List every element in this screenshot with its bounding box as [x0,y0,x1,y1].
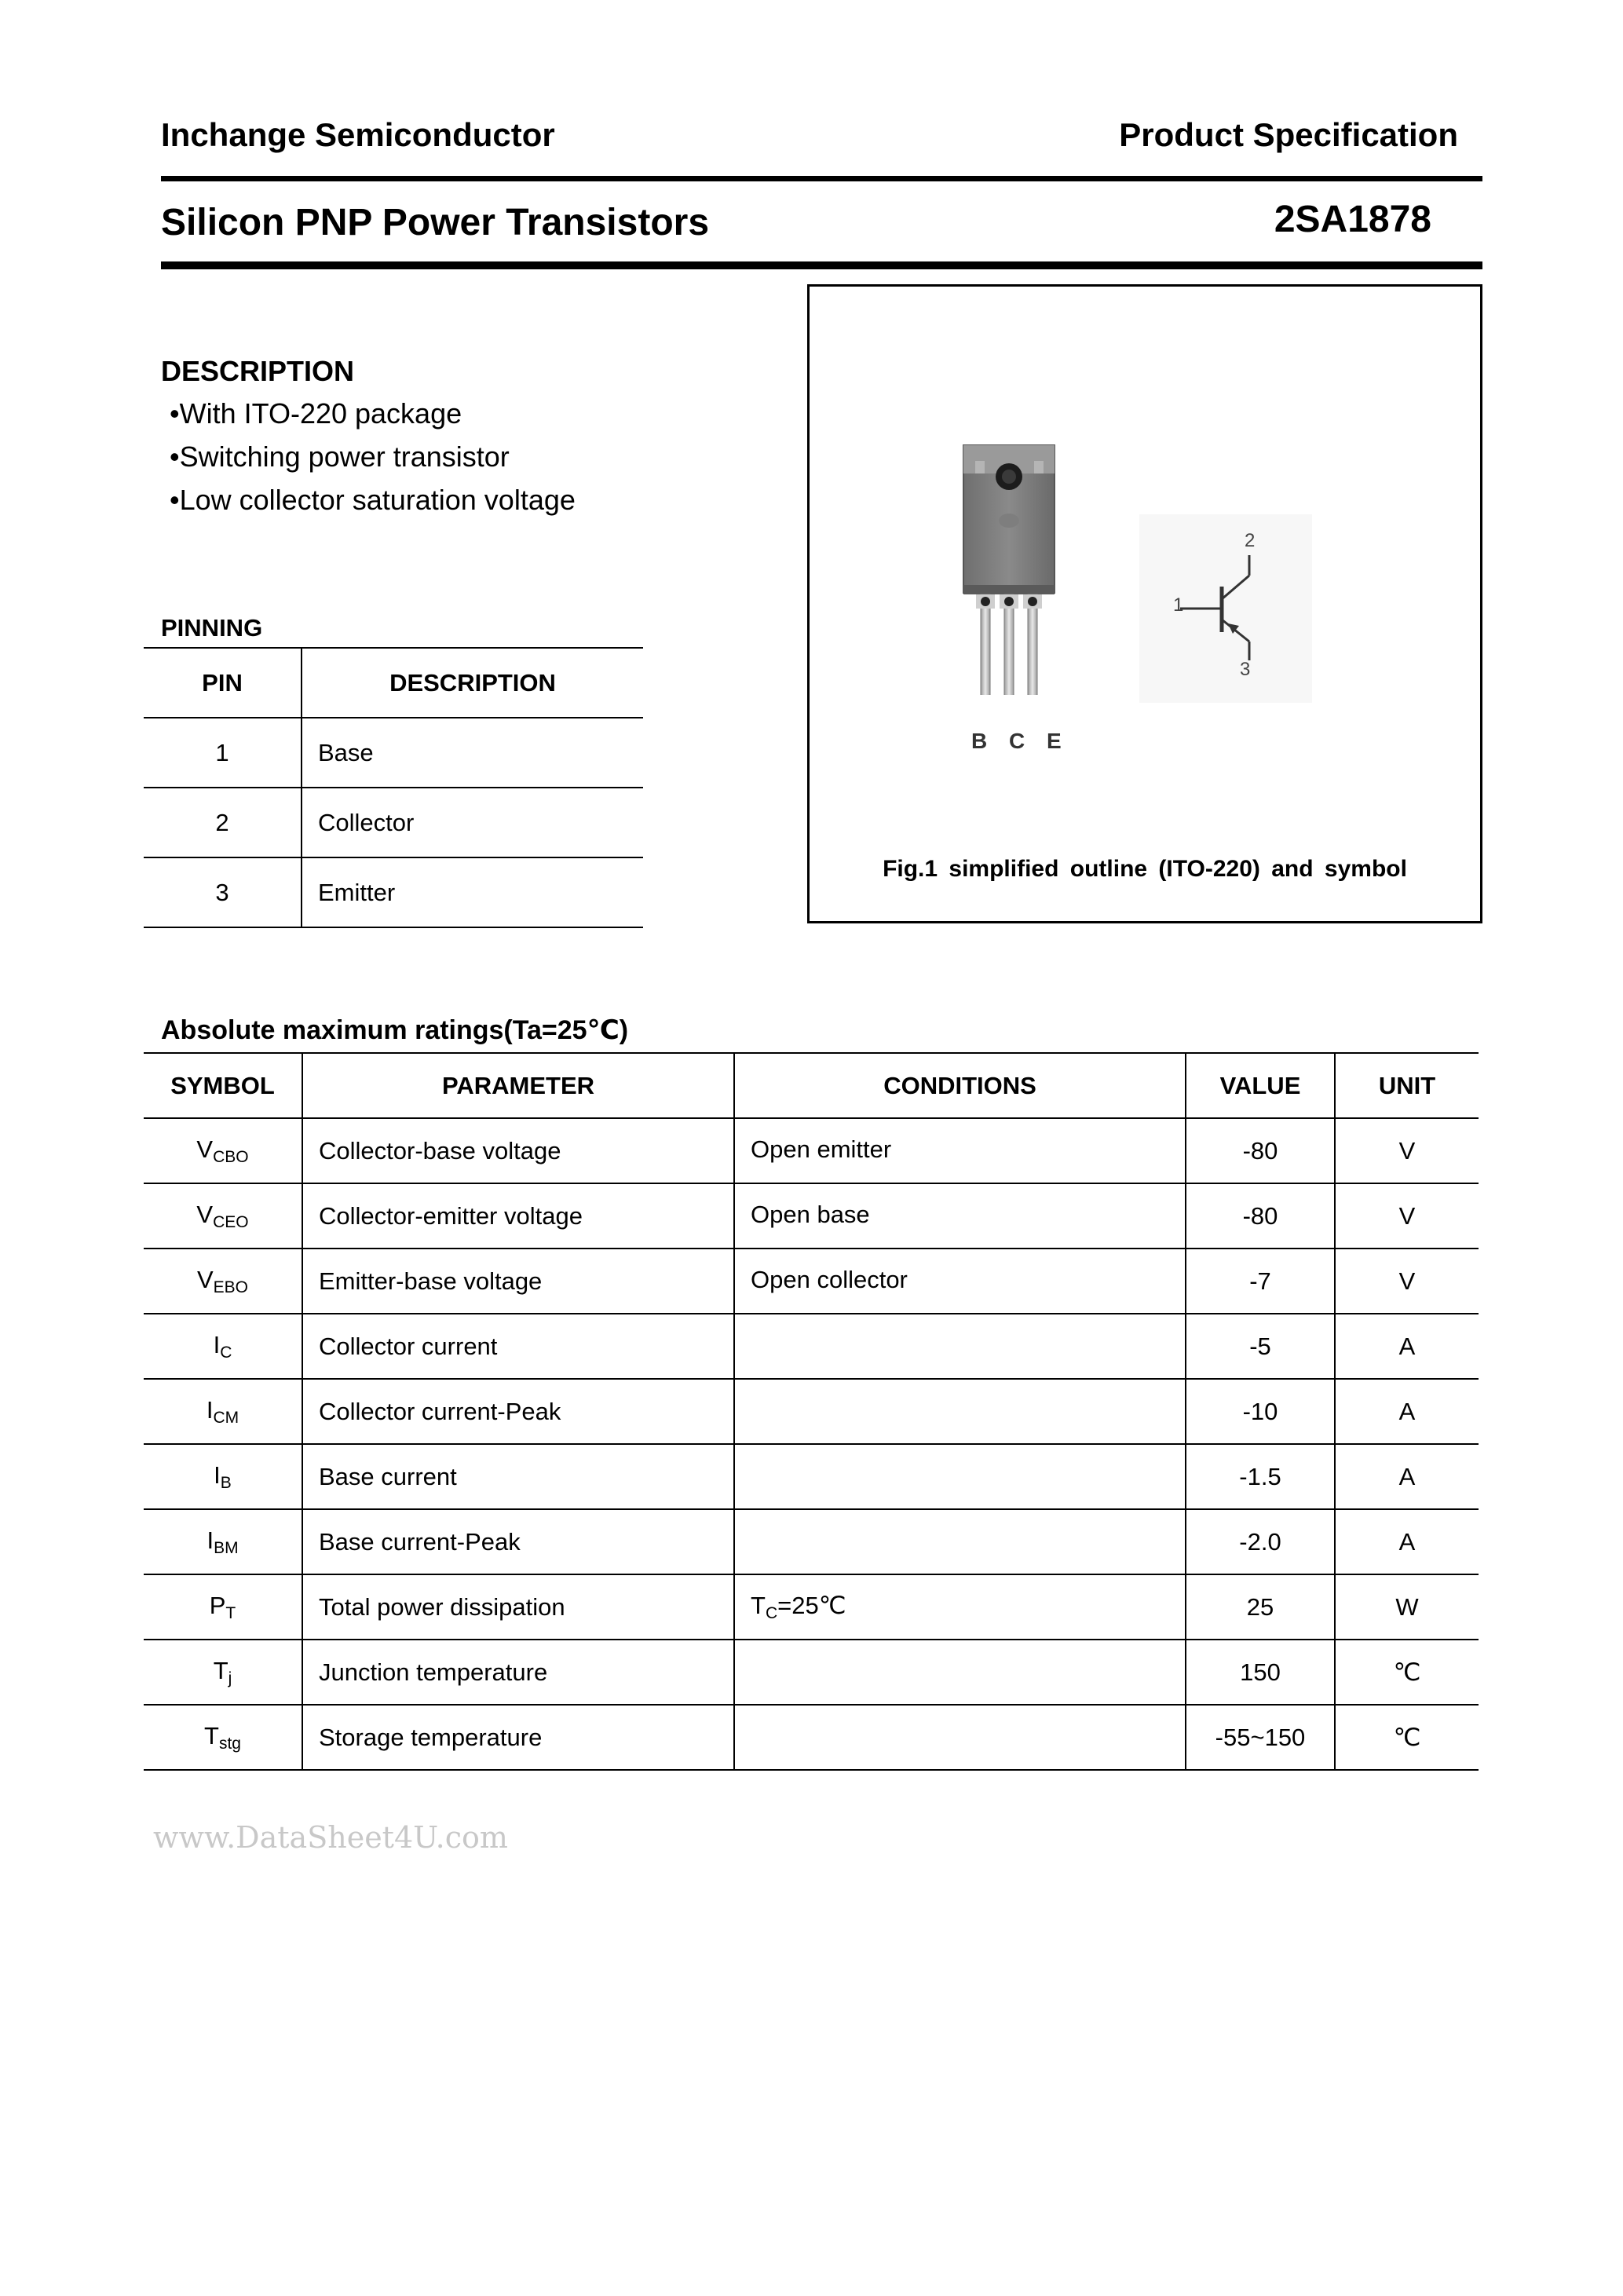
symbol-cell [144,1118,302,1183]
pin-column-header: PIN [144,648,302,718]
conditions-cell [734,1183,1186,1249]
pnp-transistor-symbol-icon [1139,514,1312,718]
unit-cell: ℃ [1335,1705,1479,1770]
symbol-main: P [209,1591,226,1619]
pin-description: Emitter [302,857,643,927]
symbol-subscript: stg [218,1734,241,1753]
conditions-cell [734,1574,1186,1640]
symbol-column-header: SYMBOL [144,1053,302,1118]
symbol-cell [144,1640,302,1705]
value-cell: -55~150 [1186,1705,1335,1770]
symbol-subscript: BM [214,1538,239,1557]
description-bullet: •Switching power transistor [170,441,510,473]
pinning-heading: PINNING [161,614,263,642]
ratings-heading: Absolute maximum ratings(Ta=25℃) [161,1015,629,1045]
symbol-subscript: EBO [213,1278,249,1296]
table-row [144,1314,1479,1379]
symbol-cell [144,1444,302,1509]
parameter-column-header: PARAMETER [302,1053,734,1118]
symbol-label-emitter: 3 [1240,659,1251,680]
unit-cell: A [1335,1444,1479,1509]
conditions-text: Open emitter [751,1135,892,1163]
figure-box [807,284,1482,923]
symbol-main: T [213,1656,228,1684]
pin-number: 2 [144,788,302,857]
ratings-table [144,1052,1479,1771]
pinning-table [144,647,643,928]
value-cell: -80 [1186,1183,1335,1249]
company-name: Inchange Semiconductor [161,116,555,153]
parameter-cell: Base current-Peak [302,1509,734,1574]
parameter-cell: Collector-emitter voltage [302,1183,734,1249]
value-cell: -2.0 [1186,1509,1335,1574]
unit-cell: A [1335,1314,1479,1379]
pin-description: Base [302,718,643,788]
description-bullet: •With ITO-220 package [170,397,462,430]
conditions-cell [734,1640,1186,1705]
value-cell: -7 [1186,1249,1335,1314]
table-row [144,1249,1479,1314]
value-cell: -5 [1186,1314,1335,1379]
symbol-main: I [213,1330,221,1358]
symbol-subscript: CBO [213,1147,249,1166]
parameter-cell: Junction temperature [302,1640,734,1705]
part-number: 2SA1878 [1274,199,1431,240]
symbol-main: V [196,1135,214,1163]
unit-column-header: UNIT [1335,1053,1479,1118]
symbol-main: V [196,1265,214,1293]
symbol-cell [144,1574,302,1640]
parameter-cell: Collector current [302,1314,734,1379]
value-cell: 25 [1186,1574,1335,1640]
conditions-column-header: CONDITIONS [734,1053,1186,1118]
pin-letters: B C E [971,729,1069,753]
parameter-cell: Emitter-base voltage [302,1249,734,1314]
pinning-header-row [144,648,643,718]
title-rule [161,261,1482,269]
header-rule [161,176,1482,181]
unit-cell: V [1335,1118,1479,1183]
parameter-cell: Collector current-Peak [302,1379,734,1444]
table-row [144,1509,1479,1574]
table-row [144,1574,1479,1640]
symbol-cell [144,1249,302,1314]
table-row [144,1183,1479,1249]
conditions-cell [734,1444,1186,1509]
description-column-header: DESCRIPTION [302,648,643,718]
symbol-label-collector: 2 [1245,530,1256,551]
unit-cell: A [1335,1509,1479,1574]
conditions-tail: =25℃ [777,1591,846,1619]
symbol-cell [144,1509,302,1574]
parameter-cell: Storage temperature [302,1705,734,1770]
description-heading: DESCRIPTION [161,355,355,387]
parameter-cell: Collector-base voltage [302,1118,734,1183]
symbol-main: I [206,1395,214,1424]
conditions-cell [734,1705,1186,1770]
symbol-cell [144,1705,302,1770]
pin-number: 1 [144,718,302,788]
conditions-text: Open base [751,1200,870,1228]
value-column-header: VALUE [1186,1053,1335,1118]
symbol-subscript: T [225,1603,236,1622]
conditions-text: Open collector [751,1265,908,1293]
symbol-cell [144,1183,302,1249]
product-line-title: Silicon PNP Power Transistors [161,202,710,243]
table-row [144,857,643,927]
unit-cell: ℃ [1335,1640,1479,1705]
figure-caption: Fig.1 simplified outline (ITO-220) and symbol [883,856,1407,882]
symbol-subscript: C [220,1343,232,1362]
pin-number: 3 [144,857,302,927]
table-row [144,1640,1479,1705]
conditions-subscript: C [765,1603,778,1622]
description-bullet: •Low collector saturation voltage [170,484,576,516]
value-cell: -80 [1186,1118,1335,1183]
ratings-header-row [144,1053,1479,1118]
symbol-cell [144,1379,302,1444]
conditions-cell [734,1379,1186,1444]
symbol-subscript: B [220,1473,232,1492]
watermark-link[interactable]: www.DataSheet4U.com [153,1820,508,1855]
table-row [144,718,643,788]
conditions-text: T [751,1591,766,1619]
symbol-subscript: j [228,1669,232,1687]
symbol-subscript: CEO [213,1212,249,1231]
table-row [144,788,643,857]
unit-cell: W [1335,1574,1479,1640]
pin-description: Collector [302,788,643,857]
conditions-cell [734,1249,1186,1314]
unit-cell: A [1335,1379,1479,1444]
parameter-cell: Base current [302,1444,734,1509]
symbol-subscript: CM [213,1408,239,1427]
table-row [144,1379,1479,1444]
unit-cell: V [1335,1249,1479,1314]
value-cell: -10 [1186,1379,1335,1444]
document-type: Product Specification [1119,116,1458,153]
symbol-cell [144,1314,302,1379]
symbol-main: I [207,1526,214,1554]
symbol-main: V [196,1200,214,1228]
value-cell: -1.5 [1186,1444,1335,1509]
parameter-cell: Total power dissipation [302,1574,734,1640]
table-row [144,1118,1479,1183]
table-row [144,1705,1479,1770]
unit-cell: V [1335,1183,1479,1249]
symbol-label-base: 1 [1173,594,1184,616]
conditions-cell [734,1314,1186,1379]
table-row [144,1444,1479,1509]
symbol-main: I [214,1461,221,1489]
value-cell: 150 [1186,1640,1335,1705]
conditions-cell [734,1118,1186,1183]
symbol-main: T [204,1721,219,1749]
conditions-cell [734,1509,1186,1574]
